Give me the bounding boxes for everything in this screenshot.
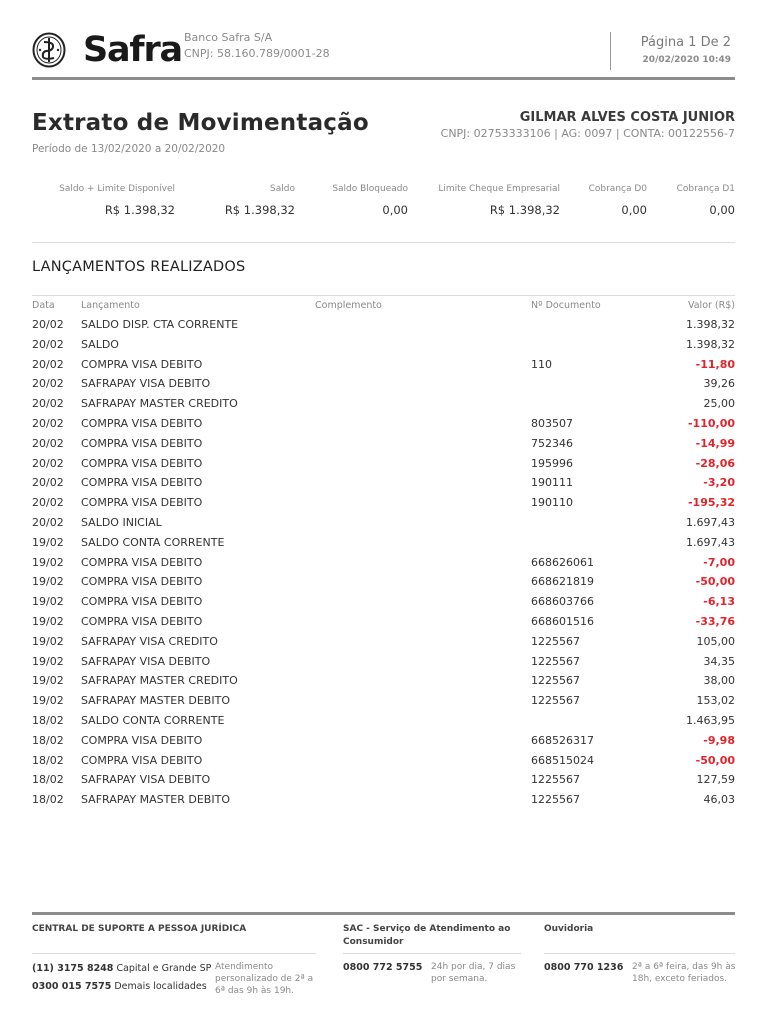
row-value: 1.697,43 — [686, 515, 735, 529]
safra-seal-icon — [32, 32, 66, 68]
row-date: 19/02 — [32, 555, 64, 569]
summary-value: R$ 1.398,32 — [104, 203, 175, 217]
client-name: GILMAR ALVES COSTA JUNIOR — [519, 110, 735, 125]
row-document: 668626061 — [531, 555, 594, 569]
row-description: COMPRA VISA DEBITO — [81, 476, 203, 490]
row-description: SALDO CONTA CORRENTE — [81, 713, 225, 727]
row-description: SALDO — [81, 337, 119, 351]
row-value: 105,00 — [696, 634, 735, 648]
table-row — [32, 553, 735, 573]
row-date: 20/02 — [32, 436, 64, 450]
summary-label: Limite Cheque Empresarial — [438, 184, 560, 194]
summary-value: 0,00 — [382, 203, 408, 217]
row-date: 20/02 — [32, 416, 64, 430]
row-date: 20/02 — [32, 337, 64, 351]
footer-divider — [544, 953, 735, 954]
row-description: COMPRA VISA DEBITO — [81, 595, 203, 609]
transactions-table — [32, 295, 735, 810]
row-description: SAFRAPAY MASTER DEBITO — [81, 694, 230, 708]
row-value: -14,99 — [695, 436, 735, 450]
row-value: -33,76 — [695, 614, 735, 628]
table-row — [32, 335, 735, 355]
summary-collection-d0 — [589, 183, 647, 217]
row-description: SAFRAPAY MASTER CREDITO — [81, 397, 238, 411]
col-complement-header: Complemento — [315, 300, 382, 311]
support-phone-capital — [32, 963, 211, 974]
summary-available — [59, 183, 175, 217]
summary-label: Saldo — [270, 184, 295, 194]
sac-phone — [343, 962, 422, 973]
header-rule — [32, 77, 735, 80]
row-value: -50,00 — [695, 753, 735, 767]
bank-cnpj: CNPJ: 58.160.789/0001-28 — [184, 47, 330, 60]
support-phone2: 0300 015 7575 — [32, 981, 112, 992]
row-document: 668526317 — [531, 733, 594, 747]
summary-label: Saldo Bloqueado — [332, 184, 408, 194]
row-date: 20/02 — [32, 377, 64, 391]
row-document: 668603766 — [531, 595, 594, 609]
row-description: COMPRA VISA DEBITO — [81, 733, 203, 747]
row-value: -50,00 — [695, 575, 735, 589]
table-row — [32, 770, 735, 790]
table-row — [32, 355, 735, 375]
row-date: 18/02 — [32, 733, 64, 747]
sac-title: SAC - Serviço de Atendimento ao Consumidor — [343, 924, 511, 947]
bank-info — [184, 30, 330, 62]
row-date: 18/02 — [32, 793, 64, 807]
row-value: 25,00 — [703, 397, 735, 411]
issue-timestamp: 20/02/2020 10:49 — [642, 55, 731, 65]
row-description: COMPRA VISA DEBITO — [81, 753, 203, 767]
sac-hours: 24h por dia, 7 dias por semana. — [431, 962, 516, 984]
table-row — [32, 454, 735, 474]
summary-label: Saldo + Limite Disponível — [59, 184, 175, 194]
row-value: -11,80 — [695, 357, 735, 371]
table-row — [32, 592, 735, 612]
row-description: COMPRA VISA DEBITO — [81, 416, 203, 430]
ouvidoria-hours: 2ª a 6ª feira, das 9h às 18h, exceto feriados. — [632, 962, 736, 984]
col-value-header: Valor (R$) — [687, 300, 735, 311]
page-footer — [32, 915, 735, 1015]
row-value: 34,35 — [703, 654, 735, 668]
row-description: SAFRAPAY MASTER CREDITO — [81, 674, 238, 688]
row-date: 20/02 — [32, 476, 64, 490]
col-date-header: Data — [32, 300, 55, 311]
row-description: SAFRAPAY VISA DEBITO — [81, 773, 211, 787]
safra-logo-text: Safra — [83, 30, 182, 70]
row-value: 1.398,32 — [686, 318, 735, 331]
ouvidoria-phone-number: 0800 770 1236 — [544, 962, 624, 973]
row-date: 19/02 — [32, 634, 64, 648]
row-date: 20/02 — [32, 515, 64, 529]
row-value: -7,00 — [703, 555, 735, 569]
row-document: 195996 — [531, 456, 573, 470]
table-row — [32, 632, 735, 652]
table-row — [32, 652, 735, 672]
row-document: 1225567 — [531, 654, 580, 668]
row-value: -9,98 — [703, 733, 735, 747]
table-row — [32, 394, 735, 414]
header-divider — [610, 32, 611, 70]
document-title: Extrato de Movimentação — [32, 110, 369, 136]
row-value: 39,26 — [703, 377, 735, 391]
table-row — [32, 751, 735, 771]
row-description: SALDO DISP. CTA CORRENTE — [81, 318, 239, 331]
row-value: -3,20 — [703, 476, 735, 490]
col-description-header: Lançamento — [81, 300, 140, 311]
table-row — [32, 731, 735, 751]
row-description: SAFRAPAY VISA DEBITO — [81, 377, 211, 391]
table-row — [32, 711, 735, 731]
page-header — [32, 26, 735, 81]
row-value: 153,02 — [696, 694, 735, 708]
row-description: SAFRAPAY VISA CREDITO — [81, 634, 218, 648]
row-date: 18/02 — [32, 773, 64, 787]
row-value: 38,00 — [703, 674, 735, 688]
row-document: 1225567 — [531, 793, 580, 807]
summary-balance — [225, 183, 295, 217]
row-value: 1.697,43 — [686, 535, 735, 549]
page-info — [641, 34, 731, 67]
table-row — [32, 315, 735, 335]
row-description: COMPRA VISA DEBITO — [81, 357, 203, 371]
row-value: 127,59 — [696, 773, 735, 787]
row-document: 1225567 — [531, 773, 580, 787]
row-date: 19/02 — [32, 595, 64, 609]
row-date: 20/02 — [32, 318, 64, 331]
footer-divider — [32, 953, 316, 954]
row-document: 1225567 — [531, 634, 580, 648]
table-row — [32, 612, 735, 632]
row-date: 19/02 — [32, 674, 64, 688]
support-title: CENTRAL DE SUPORTE A PESSOA JURÍDICA — [32, 924, 247, 934]
row-value: -28,06 — [695, 456, 735, 470]
table-row — [32, 434, 735, 454]
bank-name: Banco Safra S/A — [184, 31, 273, 44]
table-row — [32, 473, 735, 493]
row-date: 19/02 — [32, 535, 64, 549]
statement-period: Período de 13/02/2020 a 20/02/2020 — [32, 143, 226, 155]
row-date: 19/02 — [32, 614, 64, 628]
table-row — [32, 513, 735, 533]
row-value: -195,32 — [687, 496, 735, 510]
table-row — [32, 572, 735, 592]
row-description: COMPRA VISA DEBITO — [81, 614, 203, 628]
row-document: 110 — [531, 357, 552, 371]
row-date: 20/02 — [32, 496, 64, 510]
table-row — [32, 493, 735, 513]
row-value: 1.463,95 — [686, 713, 735, 727]
table-row — [32, 671, 735, 691]
row-description: COMPRA VISA DEBITO — [81, 436, 203, 450]
row-value: 1.398,32 — [686, 337, 735, 351]
ouvidoria-title: Ouvidoria — [544, 924, 594, 934]
row-description: SAFRAPAY VISA DEBITO — [81, 654, 211, 668]
table-header — [32, 295, 735, 315]
row-document: 190111 — [531, 476, 573, 490]
row-date: 20/02 — [32, 357, 64, 371]
sac-phone-number: 0800 772 5755 — [343, 962, 423, 973]
table-body — [32, 315, 735, 810]
row-date: 20/02 — [32, 397, 64, 411]
row-description: SALDO CONTA CORRENTE — [81, 535, 225, 549]
summary-label: Cobrança D1 — [676, 184, 735, 194]
table-row — [32, 691, 735, 711]
summary-value: R$ 1.398,32 — [489, 203, 560, 217]
row-date: 19/02 — [32, 654, 64, 668]
row-document: 668621819 — [531, 575, 594, 589]
footer-divider — [343, 953, 521, 954]
row-document: 190110 — [531, 496, 573, 510]
row-document: 668601516 — [531, 614, 594, 628]
row-document: 668515024 — [531, 753, 594, 767]
summary-blocked — [332, 183, 408, 217]
row-date: 19/02 — [32, 694, 64, 708]
col-document-header: Nº Documento — [531, 300, 601, 311]
row-document: 1225567 — [531, 674, 580, 688]
row-document: 1225567 — [531, 694, 580, 708]
summary-value: 0,00 — [621, 203, 647, 217]
summary-overdraft-limit — [438, 183, 560, 217]
row-date: 19/02 — [32, 575, 64, 589]
row-description: COMPRA VISA DEBITO — [81, 575, 203, 589]
row-date: 20/02 — [32, 456, 64, 470]
table-row — [32, 790, 735, 810]
summary-collection-d1 — [677, 183, 735, 217]
ouvidoria-phone — [544, 962, 623, 973]
section-title: LANÇAMENTOS REALIZADOS — [32, 259, 246, 275]
row-document: 803507 — [531, 416, 573, 430]
support-phone-other — [32, 981, 207, 992]
row-description: COMPRA VISA DEBITO — [81, 456, 203, 470]
row-document: 752346 — [531, 436, 573, 450]
row-value: 46,03 — [703, 793, 735, 807]
table-row — [32, 533, 735, 553]
balance-summary — [32, 183, 735, 243]
table-row — [32, 414, 735, 434]
summary-label: Cobrança D0 — [588, 184, 647, 194]
row-description: COMPRA VISA DEBITO — [81, 555, 203, 569]
row-date: 18/02 — [32, 713, 64, 727]
summary-value: R$ 1.398,32 — [224, 203, 295, 217]
summary-value: 0,00 — [709, 203, 735, 217]
support-phone1: (11) 3175 8248 — [32, 963, 114, 974]
support-phone2-label: Demais localidades — [114, 981, 207, 992]
support-hours: Atendimento personalizado de 2ª a 6ª das 9h às 19h. — [215, 962, 314, 996]
row-value: -6,13 — [703, 595, 735, 609]
client-account-info: CNPJ: 02753333106 | AG: 0097 | CONTA: 00122556-7 — [440, 127, 735, 140]
row-description: SALDO INICIAL — [81, 515, 162, 529]
page-number: Página 1 De 2 — [640, 35, 731, 50]
support-phone1-label: Capital e Grande SP — [116, 963, 212, 974]
row-description: SAFRAPAY MASTER DEBITO — [81, 793, 230, 807]
row-value: -110,00 — [687, 416, 735, 430]
row-description: COMPRA VISA DEBITO — [81, 496, 203, 510]
row-date: 18/02 — [32, 753, 64, 767]
table-row — [32, 374, 735, 394]
